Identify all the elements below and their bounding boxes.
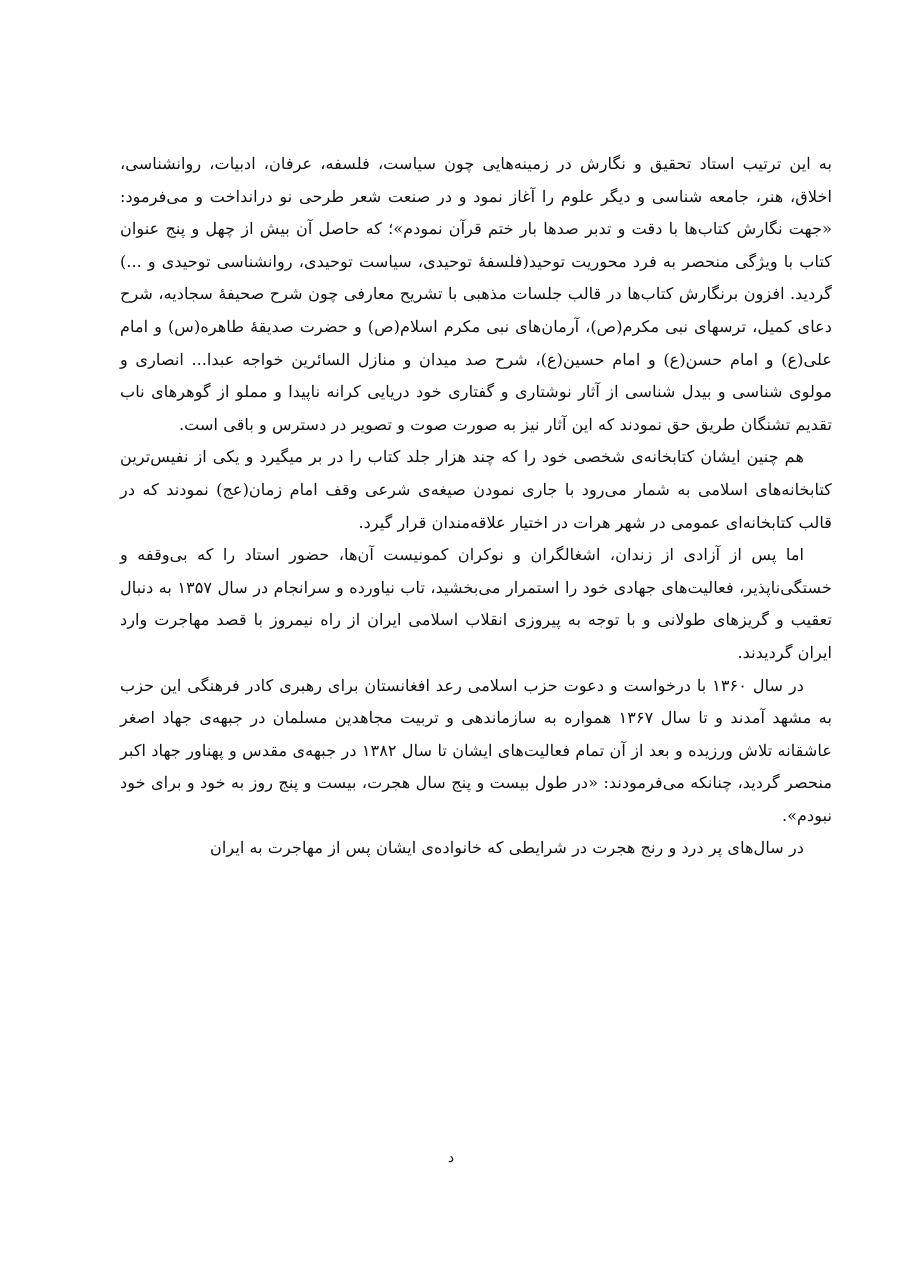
body-text xyxy=(120,148,832,865)
page-number: د xyxy=(447,1150,455,1166)
paragraph-5: در سال‌های پر درد و رنج هجرت در شرایطی که خانواده‌ی ایشان پس از مهاجرت به ایران xyxy=(210,838,804,858)
paragraph-4: در سال ۱۳۶۰ با درخواست و دعوت حزب اسلامی رعد افغانستان برای رهبری کادر فرهنگی این حزب به مشهد آمدند و تا سال ۱۳۶۷ همواره به سازماندهی و تربیت مجاهدین مسلمان در جبهه‌ی جهاد اصغر عاشقانه تلاش ورزیده و بعد از آن تمام فعالیت‌های ایشان تا سال ۱۳۸۲ در جبهه‌ی مقدس و پهناور جهاد اکبر منحصر گردید، چنانکه می‌فرمودند: «در طول بیست و پنج سال هجرت، بیست و پنج روز به خود و برای خود نبودم». xyxy=(120,675,832,825)
paragraph-1: به این ترتیب استاد تحقیق و نگارش در زمینه‌هایی چون سیاست، فلسفه، عرفان، ادبیات، روانشناسی، اخلاق، هنر، جامعه شناسی و دیگر علوم را آغاز نمود و در صنعت شعر طرحی نو درانداخت و می‌فرمود: «جهت نگارش کتاب‌ها با دقت و تدبر صدها بار ختم قرآن نمودم»؛ که حاصل آن بیش از چهل و پنج عنوان کتاب با ویژگی منحصر به فرد محوریت توحید(فلسفهٔ توحیدی، سیاست توحیدی، روانشناسی توحیدی و ...) گردید. افزون برنگارش کتاب‌ها در قالب جلسات مذهبی با تشریح معارفی چون شرح صحیفهٔ سجادیه، شرح دعای کمیل، ترسهای نبی مکرم(ص)، آرمان‌های نبی مکرم اسلام(ص) و حضرت صدیقهٔ طاهره(س) و امام علی(ع) و امام حسن(ع) و امام حسین(ع)، شرح صد میدان و منازل السائرین خواجه عبدا... انصاری و مولوی شناسی و بیدل شناسی از آثار نوشتاری و گفتاری خود دریایی کرانه ناپیدا و مملو از گوهرهای ناب تقدیم تشنگان طریق حق نمودند که این آثار نیز به صورت صوت و تصویر در دسترس و باقی است. xyxy=(120,154,832,434)
paragraph-3: اما پس از آزادی از زندان، اشغالگران و نوکران کمونیست آن‌ها، حضور استاد را که بی‌وقفه و خستگی‌ناپذیر، فعالیت‌های جهادی خود را استمرار می‌بخشید، تاب نیاورده و سرانجام در سال ۱۳۵۷ به دنبال تعقیب و گریزهای طولانی و با توجه به پیروزی انقلاب اسلامی ایران از راه نیمروز با قصد مهاجرت وارد ایران گردیدند. xyxy=(120,545,832,662)
paragraph-2: هم چنین ایشان کتابخانه‌ی شخصی خود را که چند هزار جلد کتاب را در بر میگیرد و یکی از نفیس‌ترین کتابخانه‌های اسلامی به شمار می‌رود با جاری نمودن صیغه‌ی شرعی وقف امام زمان(عج) نمودند که در قالب کتابخانه‌ای عمومی در شهر هرات در اختیار علاقه‌مندان قرار گیرد. xyxy=(120,447,832,532)
